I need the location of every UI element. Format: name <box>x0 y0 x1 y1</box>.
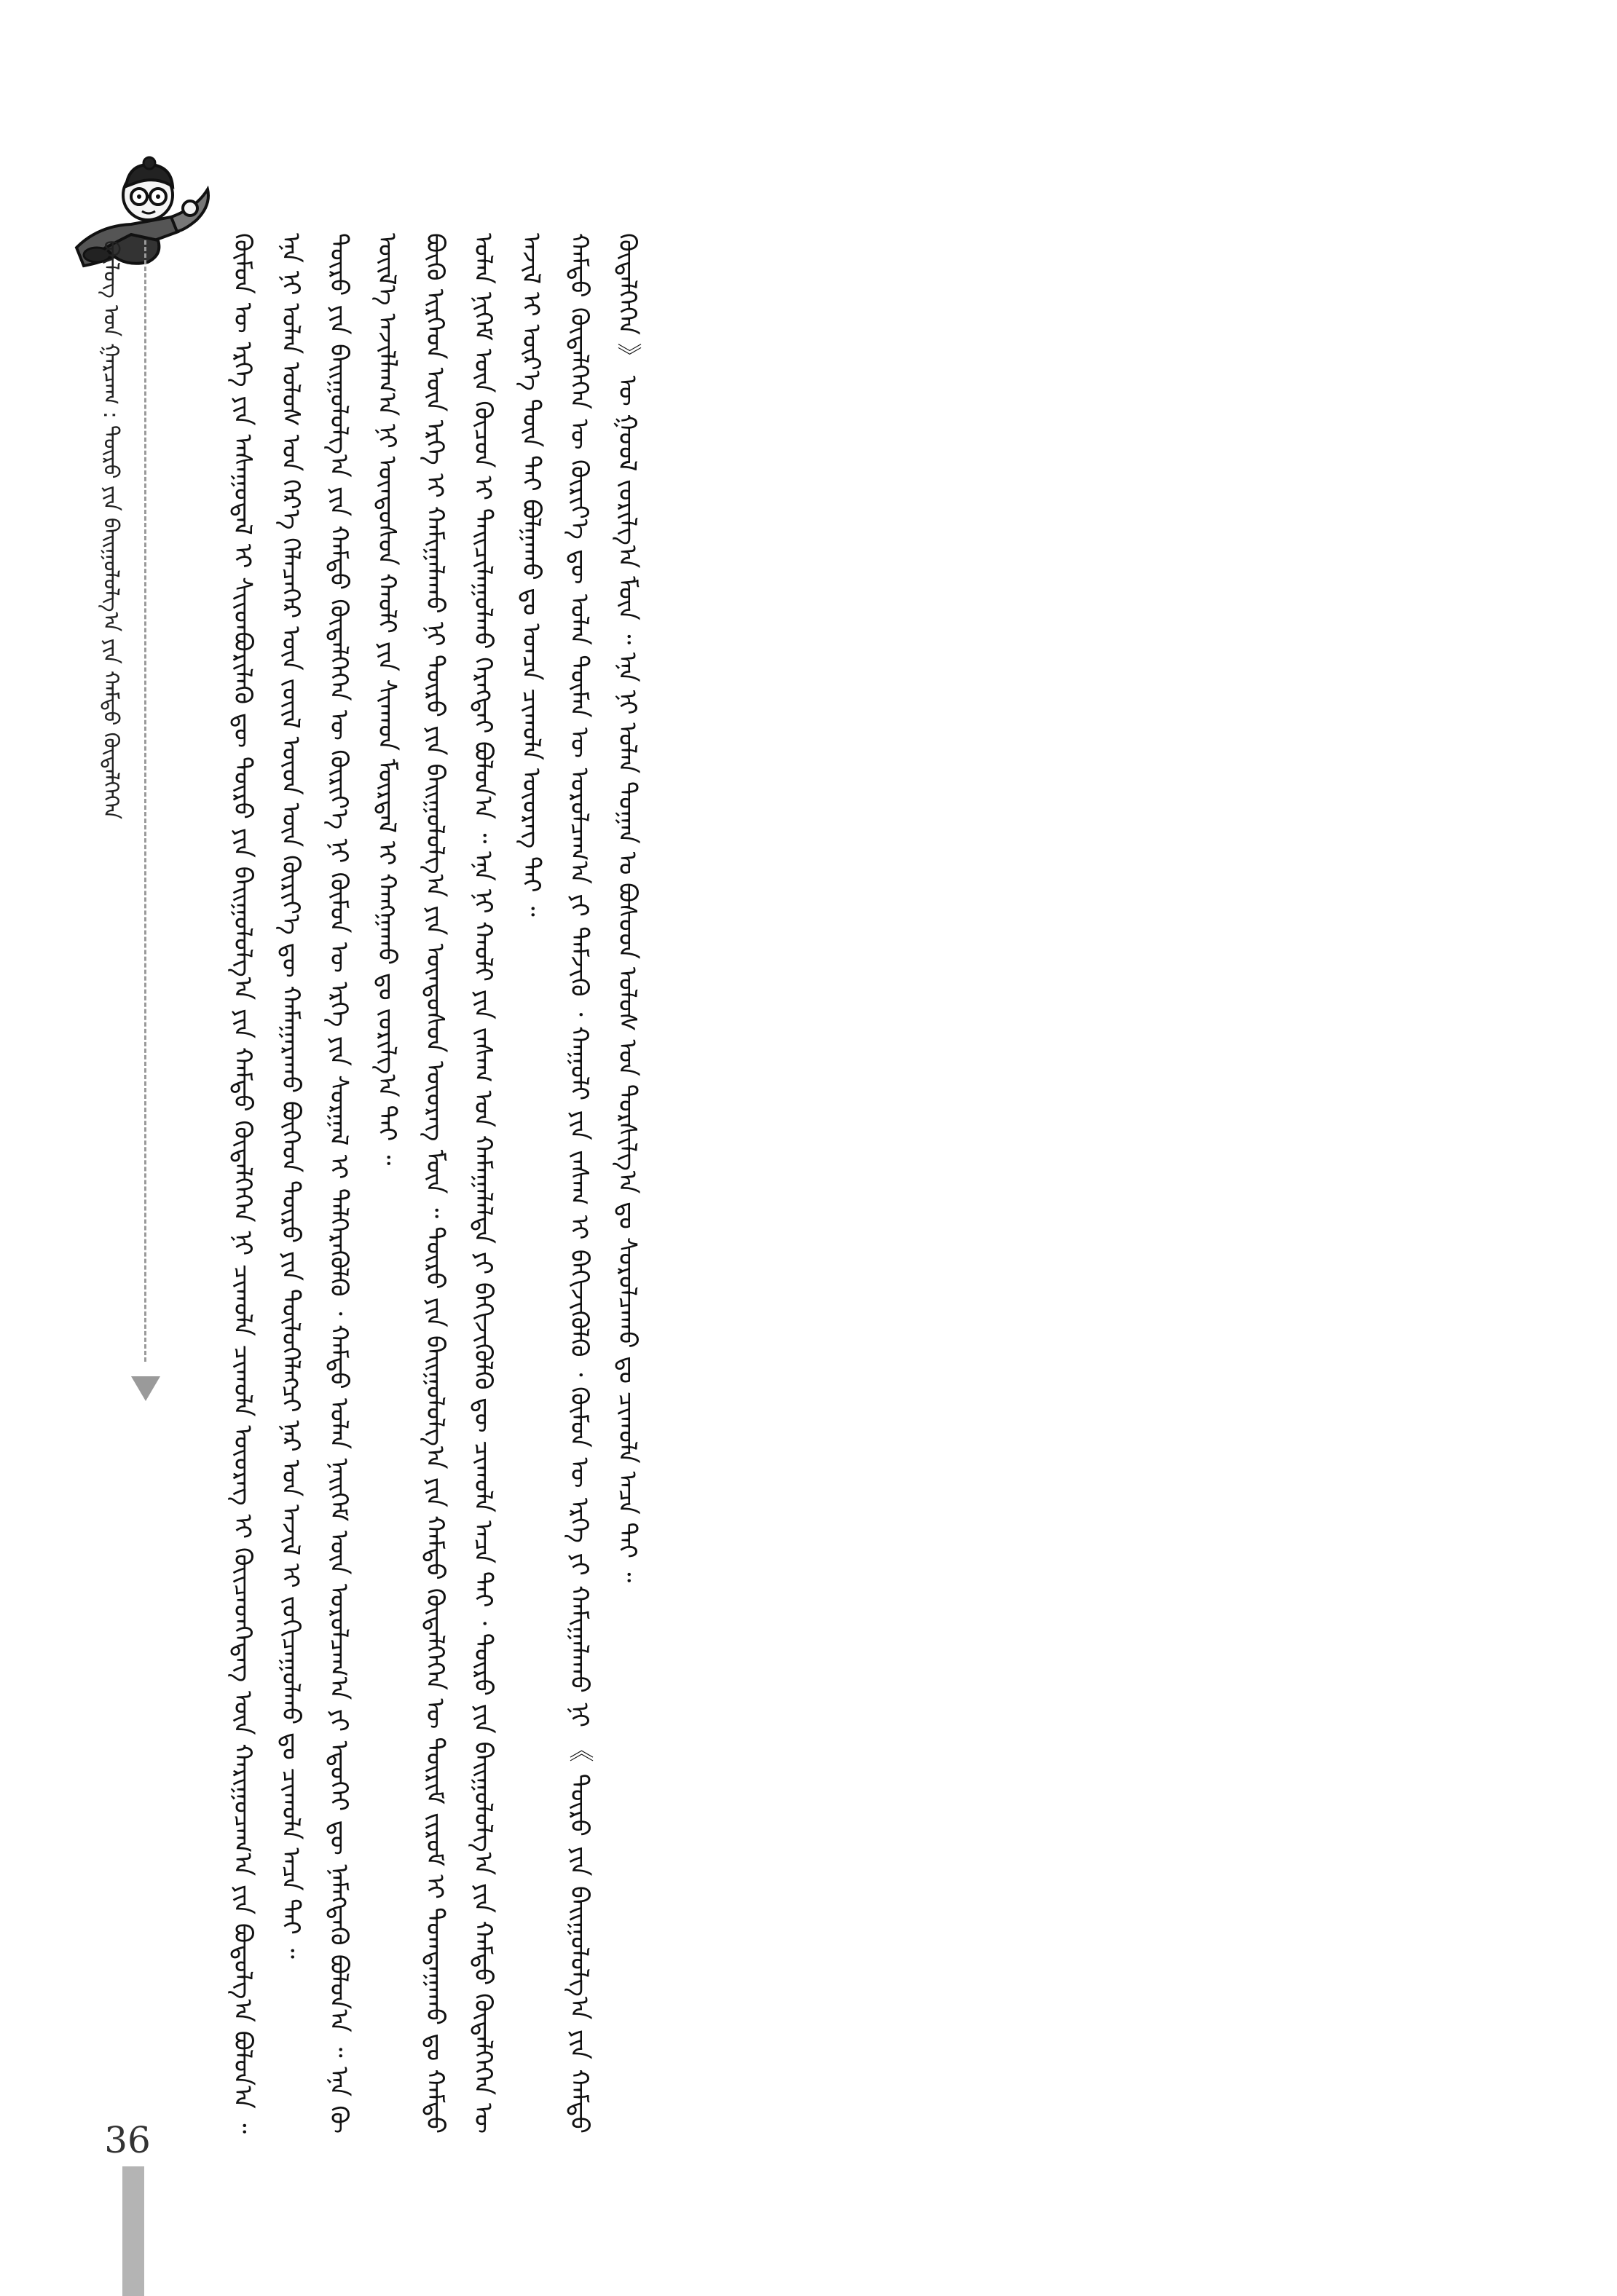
header-dashed-rule <box>144 240 146 1362</box>
page-number: 36 <box>104 2119 151 2161</box>
running-header <box>93 240 130 1202</box>
boy-mascot-illustration <box>62 138 215 284</box>
running-header-title: ᠪᠦᠯᠦᠭ ᠤᠨ ᠭᠠᠷᠴᠠᠭ : ᠲᠥᠷᠥ ᠶᠢᠨ ᠪᠠᠢᠭᠤᠯᠤᠯᠭ᠎ᠠ ᠶᠢᠨ ᠬᠠᠮᠲᠤ ᠬᠥᠳᠡᠯᠭᠡᠭᠡᠨ <box>99 240 124 820</box>
paragraph-3: ᠪᠦᠬᠦ ᠢᠷᠭᠡᠳ ᠦᠨ ᠡᠷᠬᠡ ᠢ ᠬᠠᠮᠢᠭᠠᠯᠠᠬᠤ ᠨᠢ ᠲᠥᠷᠥ ᠶᠢᠨ ᠪᠠᠢᠭᠤᠯᠤᠯᠭ᠎ᠠ ᠶᠢᠨ ᠦᠨᠳᠦᠰᠦᠨ ᠦᠦᠷᠡᠭ ᠮᠥᠨ ᠃ ᠲᠥᠷᠥ ᠶᠢᠨ ᠪᠠᠢᠭᠤᠯᠤᠯᠭ᠎ᠠ ᠶᠢᠨ ᠬᠠᠮᠲᠤ ᠬᠥᠳᠡᠯᠭᠡᠭᠡᠨ ᠦ ᠳᠦᠷᠢᠮ ᠵᠢᠷᠤᠮ ᠢ ᠲᠣᠭᠲᠠᠭᠠᠬᠤ ᠳᠤ ᠬᠠᠮᠲᠤ ᠣᠯᠠᠨ ᠨᠢᠭᠡᠮ ᠦᠨ ᠬᠦᠴᠦᠨ ᠢ ᠳᠠᠢᠴᠢᠯᠠᠭᠤᠯᠬᠤ ᠬᠡᠷᠡᠭᠲᠡᠢ ᠪᠣᠯᠤᠨ᠎ᠠ ᠃ ᠡᠨᠡ ᠨᠢ ᠬᠠᠤᠯᠢ ᠶᠢᠨ ᠵᠠᠰᠠᠭ ᠤᠨ ᠬᠠᠮᠠᠭᠠᠯᠠᠯᠲᠠ ᠶᠢ ᠪᠡᠬᠢᠵᠢᠭᠦᠯᠬᠦ ᠳᠦ ᠴᠢᠬᠤᠯᠠ ᠠᠴᠠ ᠲᠠᠢ ᠂ ᠲᠥᠷᠥ ᠶᠢᠨ ᠪᠠᠢᠭᠤᠯᠤᠯᠭ᠎ᠠ ᠶᠢᠨ ᠬᠠᠮᠲᠤ ᠬᠥᠳᠡᠯᠭᠡᠭᠡᠨ ᠦ ᠠᠵᠢᠯ ᠢ ᠦᠷ᠎ᠡ ᠳᠦᠨ ᠲᠡᠢ ᠪᠣᠯᠭᠠᠬᠤ ᠳᠤ ᠣᠨᠴᠠ ᠴᠢᠬᠤᠯᠠ ᠦᠦᠷᠡᠭ ᠲᠡᠢ ᠃ <box>420 233 546 2134</box>
header-arrow-icon <box>131 1376 160 1401</box>
body-text <box>219 233 1493 2134</box>
page-edge-tab <box>122 2166 144 2296</box>
paragraph-1: ᠬᠦᠮᠦᠨ ᠦ ᠡᠷᠬᠡ ᠶᠢᠨ ᠠᠰᠠᠭᠤᠳᠠᠯ ᠢ ᠰᠢᠢᠳᠪᠦᠷᠢᠯᠡᠬᠦ ᠳᠦ ᠲᠥᠷᠥ ᠶᠢᠨ ᠪᠠᠢᠭᠤᠯᠤᠯᠭ᠎ᠠ ᠶᠢᠨ ᠬᠠᠮᠲᠤ ᠬᠥᠳᠡᠯᠭᠡᠭᠡᠨ ᠨᠢ ᠴᠢᠬᠤᠯᠠ ᠴᠢᠬᠤᠯᠠ ᠦᠦᠷᠡᠭ ᠢ ᠭᠦᠢᠴᠡᠳᠬᠡᠳᠡᠭ ᠦᠨ ᠬᠠᠷᠢᠭᠤᠴᠠᠭ᠎ᠠ ᠶᠢᠨ ᠪᠣᠳᠣᠯᠭ᠎ᠠ ᠪᠣᠯᠤᠨ᠎ᠠ ᠃ ᠡᠨᠡ ᠨᠢ ᠣᠯᠠᠨ ᠤᠯᠤᠰ ᠤᠨ ᠭᠡᠷ᠎ᠡ ᠬᠡᠯᠡᠴᠡᠭᠡᠷ ᠦᠨ ᠵᠦᠢᠯ ᠦᠳ ᠦᠨ ᠬᠦᠷᠢᠶ᠎ᠡ ᠳᠦ ᠬᠠᠮᠠᠭᠠᠷᠠᠬᠤ ᠪᠥᠭᠡᠳ ᠲᠥᠷᠥ ᠶᠢᠨ ᠲᠥᠯᠥᠭᠡᠯᠡᠭᠴᠢ ᠨᠠᠷ ᠤᠨ ᠠᠵᠢᠯ ᠢ ᠵᠣᠬᠢᠴᠠᠭᠤᠯᠬᠤ ᠳᠤ ᠴᠢᠬᠤᠯᠠ ᠠᠴᠠ ᠲᠠᠢ ᠃ <box>228 233 305 2134</box>
paragraph-4: ᠬᠠᠮᠲᠤ ᠬᠥᠳᠡᠯᠭᠡᠭᠡᠨ ᠦ ᠬᠦᠷᠢᠶ᠎ᠡ ᠳᠦ ᠣᠯᠠᠨ ᠲᠥᠮᠡᠨ ᠦ ᠣᠷᠣᠯᠴᠠᠭ᠎ᠠ ᠶᠢ ᠳᠡᠮᠵᠢᠬᠦ ᠂ ᠬᠠᠭᠤᠯᠢ ᠶᠢᠨ ᠵᠠᠰᠠᠭ ᠢ ᠪᠡᠬᠢᠵᠢᠭᠦᠯᠬᠦ ᠂ ᠬᠦᠮᠦᠨ ᠦ ᠡᠷᠬᠡ ᠶᠢ ᠬᠠᠮᠢᠭᠠᠯᠠᠬᠤ ᠨᠢ 《 ᠲᠥᠷᠥ ᠶᠢᠨ ᠪᠠᠢᠭᠤᠯᠤᠯᠭ᠎ᠠ ᠶᠢᠨ ᠬᠠᠮᠲᠤ ᠬᠥᠳᠡᠯᠭᠡᠭᠡᠨ 》 ᠦ ᠭᠣᠣᠯ ᠵᠣᠷᠢᠯᠭ᠎ᠠ ᠮᠥᠨ ᠃ ᠡᠨᠡ ᠨᠢ ᠣᠯᠠᠨ ᠲᠣᠭᠠᠨ ᠤ ᠪᠤᠰᠤᠳ ᠤᠯᠤᠰ ᠤᠨ ᠲᠤᠷᠰᠢᠯᠭ᠎ᠠ ᠳᠤ ᠰᠤᠷᠤᠯᠴᠠᠬᠤ ᠳᠤ ᠴᠢᠬᠤᠯᠠ ᠠᠴᠠ ᠲᠠᠢ ᠃ <box>564 233 642 2134</box>
paragraph-2: ᠲᠥᠷᠥ ᠶᠢᠨ ᠪᠠᠢᠭᠤᠯᠤᠯᠭ᠎ᠠ ᠶᠢᠨ ᠬᠠᠮᠲᠤ ᠬᠥᠳᠡᠯᠭᠡᠭᠡᠨ ᠦ ᠬᠦᠷᠢᠶ᠎ᠡ ᠨᠢ ᠬᠦᠮᠦᠨ ᠦ ᠡᠷᠬᠡ ᠶᠢᠨ ᠰᠤᠷᠭᠠᠯ ᠢ ᠳᠡᠯᠭᠡᠷᠡᠭᠦᠯᠬᠦ ᠂ ᠬᠠᠮᠲᠤ ᠣᠯᠠᠨ ᠨᠡᠢᠭᠡᠮ ᠦᠨ ᠣᠷᠣᠯᠴᠠᠭ᠎ᠠ ᠶᠢ ᠡᠳᠦᠭᠡᠢ ᠳᠦ ᠨᠡᠮᠡᠭᠳᠡᠬᠦ ᠪᠣᠯᠤᠨ᠎ᠠ ᠃ ᠡᠨᠡ ᠬᠦ ᠦᠢᠯ᠎ᠡ ᠠᠵᠢᠯᠯᠠᠭ᠎ᠠ ᠨᠢ ᠦᠨᠳᠦᠰᠦᠨ ᠬᠠᠤᠯᠢ ᠶᠢᠨ ᠰᠢᠬᠠᠳ ᠮᠥᠷᠳᠡᠯ ᠢ ᠬᠠᠩᠭᠠᠬᠤ ᠳᠤ ᠵᠣᠷᠢᠯᠭ᠎ᠠ ᠲᠠᠢ ᠃ <box>324 233 401 2134</box>
